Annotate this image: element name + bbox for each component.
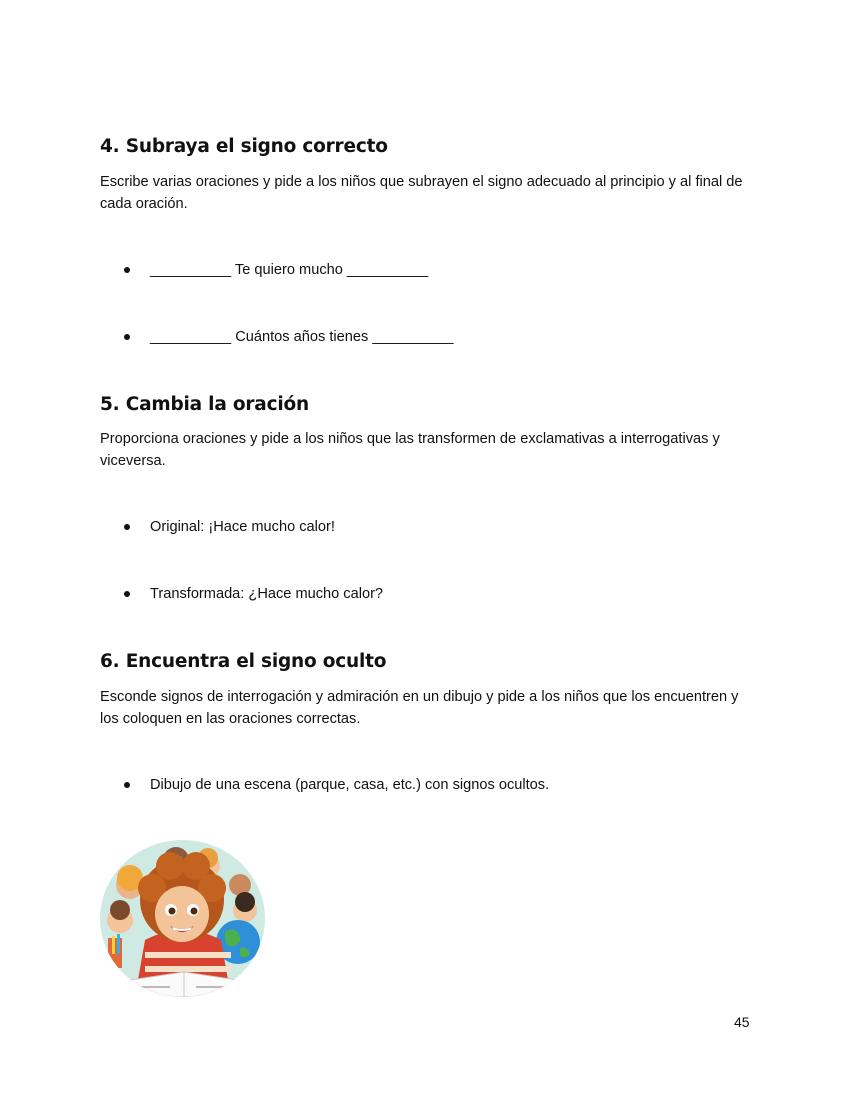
page-number: 45 — [734, 1014, 750, 1030]
list-item — [124, 329, 454, 345]
list-item-text: Dibujo de una escena (parque, casa, etc.) con signos ocultos. — [150, 777, 550, 793]
list-item-text: Original: ¡Hace mucho calor! — [150, 519, 335, 535]
list-item — [124, 262, 428, 278]
section-4-paragraph: Escribe varias oraciones y pide a los niños que subrayen el signo adecuado al principio y al final de cada oración. — [100, 174, 743, 212]
bullet-icon — [124, 782, 130, 788]
bullet-icon — [124, 591, 130, 597]
list-item-text: __________ Cuántos años tienes __________ — [150, 329, 454, 345]
bullet-icon — [124, 334, 130, 340]
section-6-paragraph: Esconde signos de interrogación y admiración en un dibujo y pide a los niños que los encuentren y los coloquen en las oraciones correctas. — [100, 689, 739, 727]
section-6-heading: 6. Encuentra el signo oculto — [100, 651, 387, 672]
section-4-heading: 4. Subraya el signo correcto — [100, 136, 388, 157]
list-item — [124, 586, 383, 602]
bullet-icon — [124, 267, 130, 273]
section-5-paragraph: Proporciona oraciones y pide a los niños que las transformen de exclamativas a interrogativas y viceversa. — [100, 431, 720, 469]
section-5-heading: 5. Cambia la oración — [100, 394, 309, 415]
list-item-text: Transformada: ¿Hace mucho calor? — [150, 586, 384, 602]
cartoon-children-studying-illustration — [100, 840, 265, 997]
list-item-text: __________ Te quiero mucho __________ — [150, 262, 429, 278]
bullet-icon — [124, 524, 130, 530]
list-item — [124, 519, 335, 535]
list-item — [124, 777, 549, 793]
